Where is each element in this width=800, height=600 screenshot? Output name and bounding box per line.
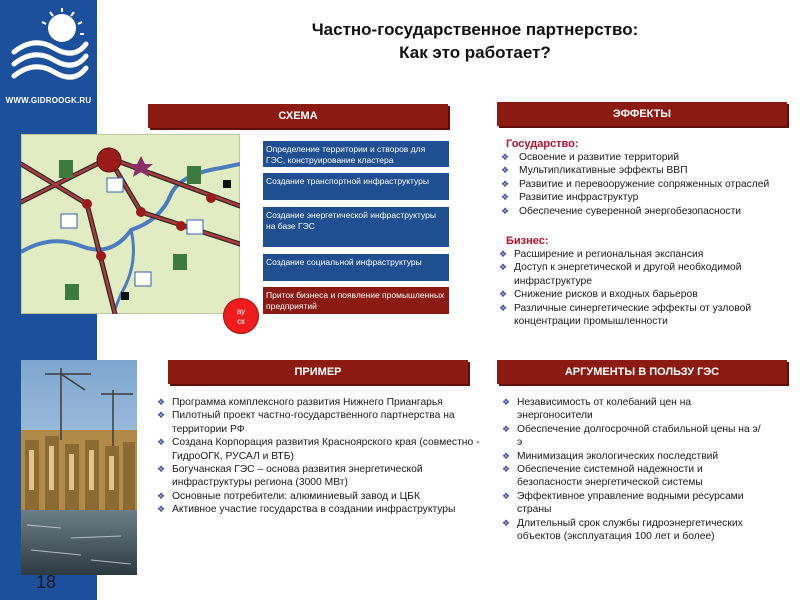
list-item: ❖ Независимость от колебаний цен на энергоносители (500, 396, 765, 423)
page-title (240, 18, 710, 64)
list-item: ❖ Различные синергетические эффекты от узловой концентрации промышленности (497, 302, 787, 329)
list-item: ❖ Богучанская ГЭС – основа развития энергетической инфраструктуры региона (3000 МВт) (155, 463, 490, 490)
scheme-step-1: Определение территории и створов для ГЭС, конструирование кластера (263, 141, 449, 167)
scheme-header: СХЕМА (148, 104, 448, 128)
arguments-list (500, 396, 765, 543)
marker-line-2: ск (237, 317, 245, 326)
list-item: ❖ Эффективное управление водными ресурсами страны (500, 490, 765, 517)
list-item: ❖ Минимизация экологических последствий (500, 450, 765, 463)
effects-business-label: Бизнес: (506, 235, 549, 247)
site-url[interactable]: WWW.GIDROOGK.RU (5, 96, 92, 105)
title-line-1: Частно-государственное партнерство: (311, 20, 639, 39)
list-item: ❖ Обеспечение системной надежности и безопасности энергетической системы (500, 463, 765, 490)
dam-photo (21, 360, 137, 575)
hydro-logo-icon (8, 6, 90, 88)
list-item: ❖ Развитие и перевооружение сопряженных отраслей (497, 178, 787, 191)
scheme-step-4: Создание социальной инфраструктуры (263, 254, 449, 281)
list-item: ❖ Программа комплексного развития Нижнего Приангарья (155, 396, 490, 409)
list-item: ❖ Доступ к энергетической и другой необходимой инфраструктуре (497, 261, 787, 288)
page-number: 18 (36, 572, 57, 592)
list-item: ❖ Освоение и развитие территорий (497, 151, 787, 164)
list-item: ❖ Создана Корпорация развития Красноярского края (совместно - ГидроОГК, РУСАЛ и ВТБ) (155, 436, 490, 463)
list-item: ❖ Пилотный проект частно-государственного партнерства на территории РФ (155, 409, 490, 436)
list-item: ❖ Длительный срок службы гидроэнергетических объектов (эксплуатация 100 лет и более) (500, 517, 765, 544)
effects-business-list (497, 248, 787, 328)
list-item: ❖ Снижение рисков и входных барьеров (497, 288, 787, 301)
list-item: ❖ Развитие инфраструктур (497, 191, 787, 204)
effects-state-list (497, 151, 787, 218)
effects-header: ЭФФЕКТЫ (497, 102, 787, 126)
scheme-step-2: Создание транспортной инфраструктуры (263, 173, 449, 200)
list-item: ❖ Обеспечение суверенной энергобезопасности (497, 205, 787, 218)
arguments-header: АРГУМЕНТЫ В ПОЛЬЗУ ГЭС (497, 360, 787, 384)
marker-circle (223, 298, 259, 334)
list-item: ❖ Активное участие государства в создании инфраструктуры (155, 503, 490, 516)
scheme-map (21, 134, 240, 314)
list-item: ❖ Расширение и региональная экспансия (497, 248, 787, 261)
marker-line-1: ау (236, 307, 246, 316)
list-item: ❖ Обеспечение долгосрочной стабильной цены на э/э (500, 423, 765, 450)
title-line-2: Как это работает? (399, 43, 551, 62)
example-list (155, 396, 490, 517)
list-item: ❖ Основные потребители: алюминиевый завод и ЦБК (155, 490, 490, 503)
scheme-step-5: Приток бизнеса и появление промышленных предприятий (263, 287, 449, 314)
effects-state-label: Государство: (506, 138, 579, 150)
scheme-step-3: Создание энергетической инфраструктуры на базе ГЭС (263, 207, 449, 247)
example-header: ПРИМЕР (168, 360, 468, 384)
list-item: ❖ Мультипликативные эффекты ВВП (497, 164, 787, 177)
